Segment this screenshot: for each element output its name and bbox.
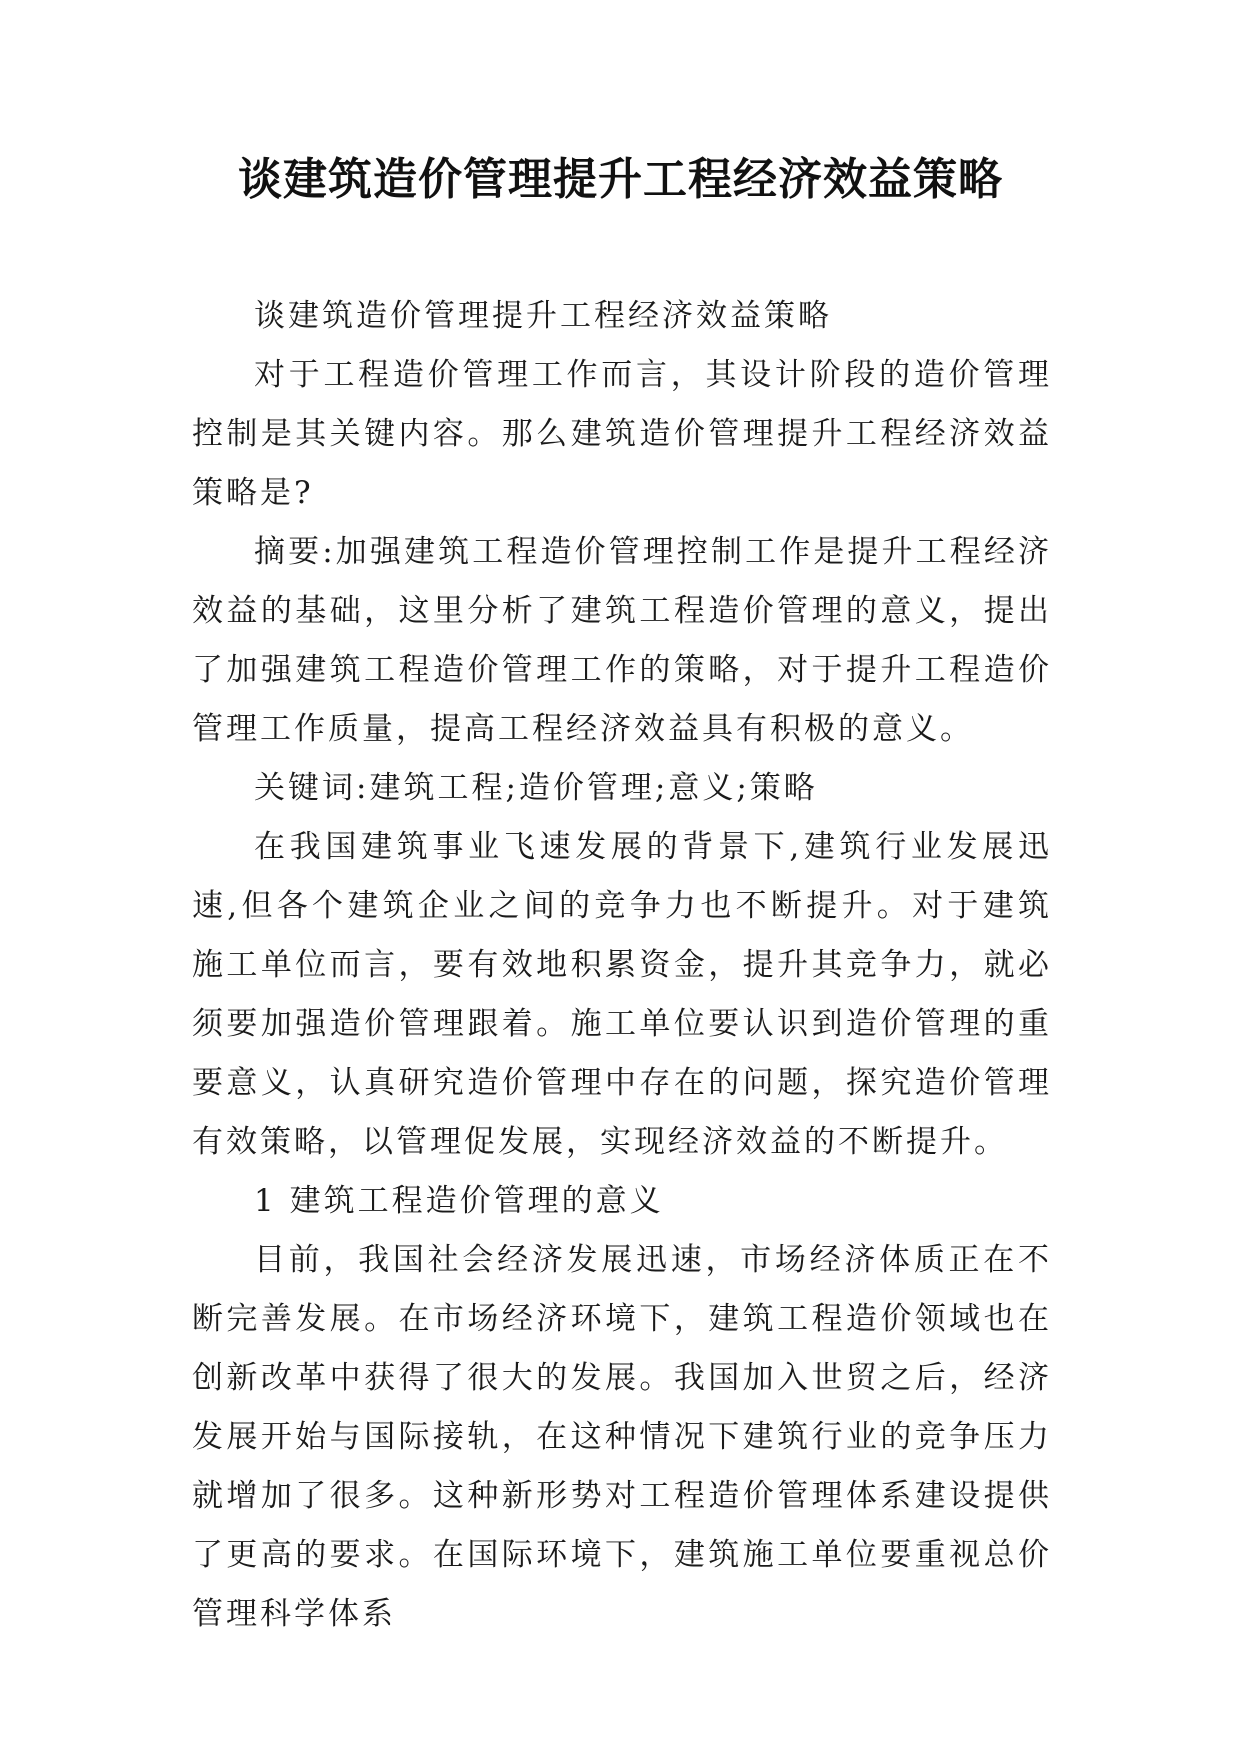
paragraph-abstract: 摘要:加强建筑工程造价管理控制工作是提升工程经济效益的基础，这里分析了建筑工程造价管理的意义，提出了加强建筑工程造价管理工作的策略，对于提升工程造价管理工作质量，提高工程经济效益具有积极的意义。 (192, 534, 1052, 747)
paragraph-section-1: 目前，我国社会经济发展迅速，市场经济体质正在不断完善发展。在市场经济环境下，建筑工程造价领域也在创新改革中获得了很大的发展。我国加入世贸之后，经济发展开始与国际接轨，在这种情况下建筑行业的竞争压力就增加了很多。这种新形势对工程造价管理体系建设提供了更高的要求。在国际环境下，建筑施工单位要重视总价管理科学体系 (192, 1242, 1052, 1632)
paragraph-background: 在我国建筑事业飞速发展的背景下,建筑行业发展迅速,但各个建筑企业之间的竞争力也不断提升。对于建筑施工单位而言，要有效地积累资金，提升其竞争力，就必须要加强造价管理跟着。施工单位要认识到造价管理的重要意义，认真研究造价管理中存在的问题，探究造价管理有效策略，以管理促发展，实现经济效益的不断提升。 (192, 829, 1052, 1160)
paragraph-keywords: 关键词:建筑工程;造价管理;意义;策略 (254, 770, 818, 806)
paragraph-intro: 对于工程造价管理工作而言，其设计阶段的造价管理控制是其关键内容。那么建筑造价管理提升工程经济效益策略是? (192, 357, 1052, 511)
document-title: 谈建筑造价管理提升工程经济效益策略 (238, 154, 1003, 205)
paragraph-heading-repeat: 谈建筑造价管理提升工程经济效益策略 (254, 298, 832, 334)
document-body (192, 287, 1052, 1644)
section-heading-1: 1 建筑工程造价管理的意义 (254, 1183, 664, 1219)
